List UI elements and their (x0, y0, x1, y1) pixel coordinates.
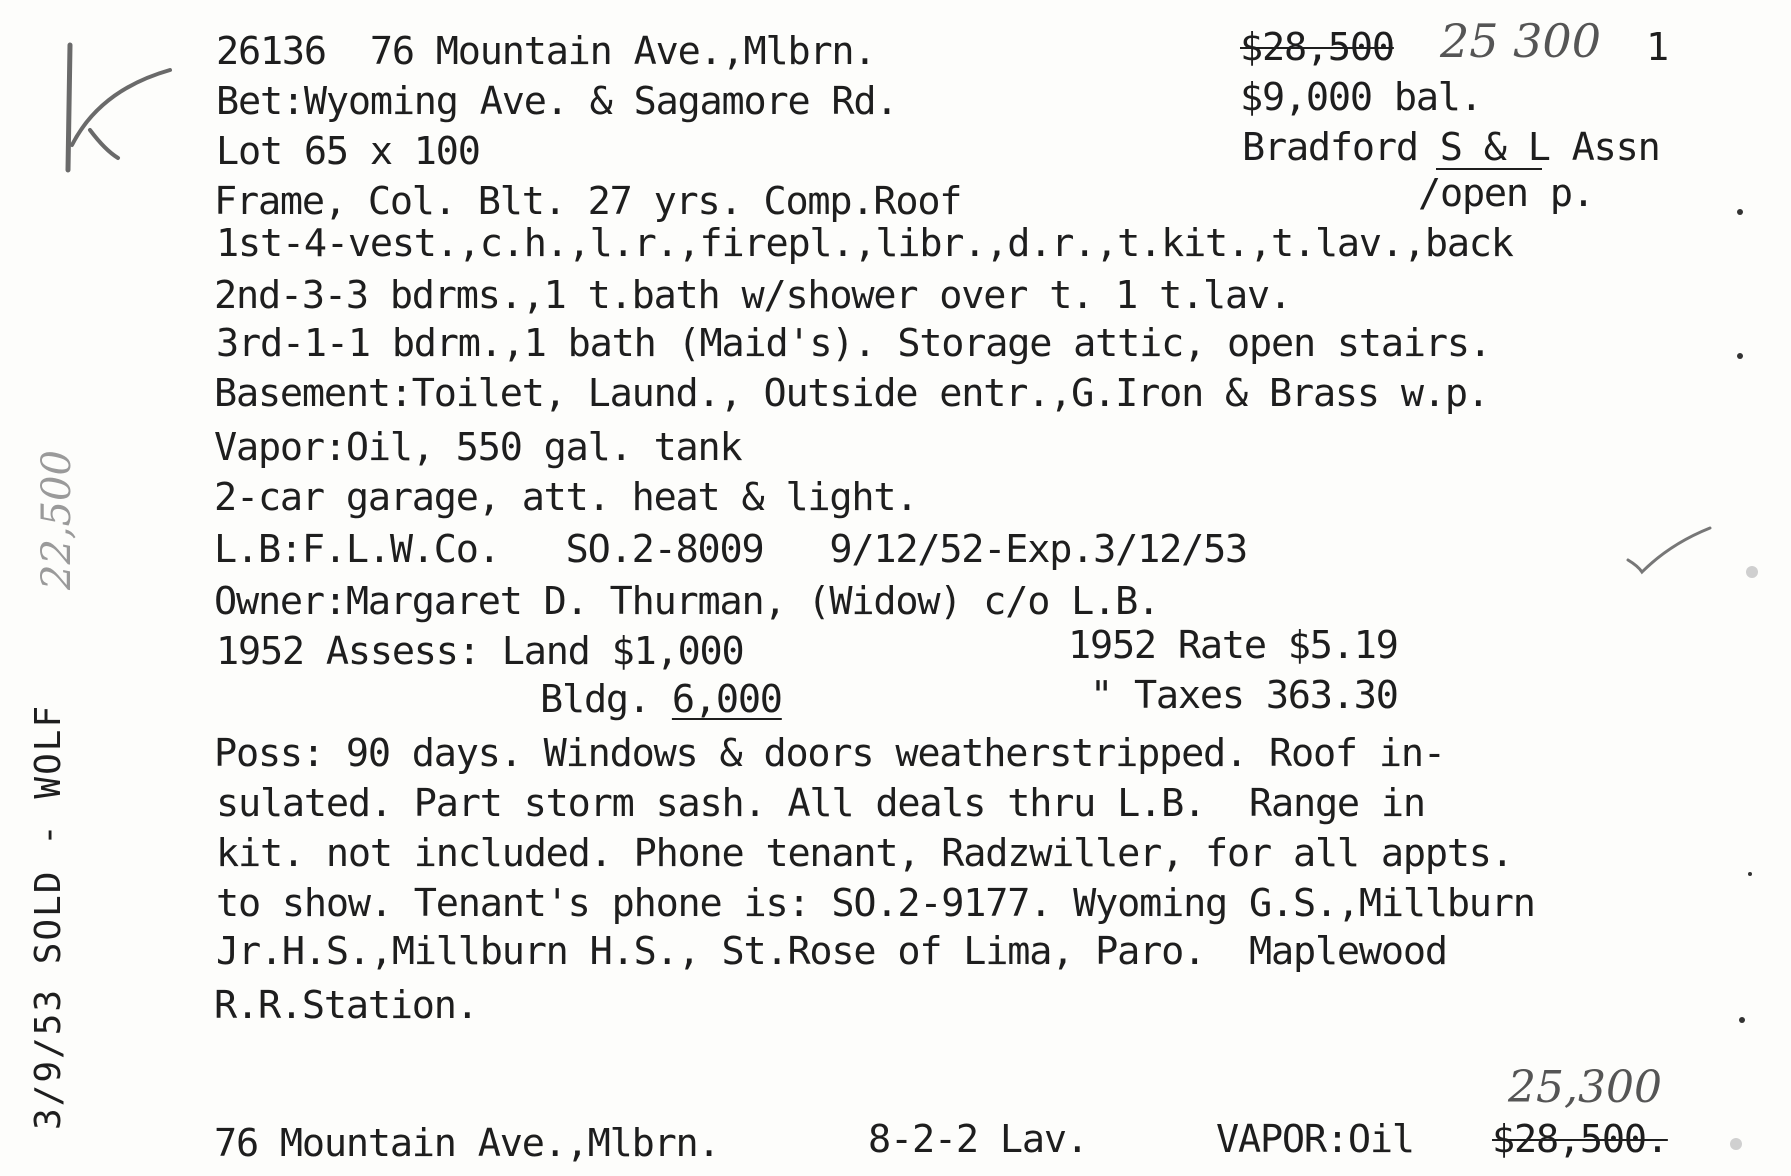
listing-broker: L.B:F.L.W.Co. (214, 527, 500, 572)
remarks-line-1: Poss: 90 days. Windows & doors weatherstripped. Roof in- (214, 731, 1445, 776)
construction: Frame, Col. Blt. 27 yrs. Comp.Roof (214, 179, 962, 224)
assessment-label: 1952 Assess: (216, 629, 480, 674)
remarks-line-5: Jr.H.S.,Millburn H.S., St.Rose of Lima, Paro. Maplewood (216, 929, 1447, 974)
broker-phone: SO.2-8009 (565, 527, 764, 572)
remarks-line-6: R.R.Station. (214, 983, 478, 1028)
rooms-first-floor: 1st-4-vest.,c.h.,l.r.,firepl.,libr.,d.r.,t.kit.,t.lav.,back (216, 221, 1513, 266)
original-price: $28,500 (1240, 25, 1394, 70)
lot-size: Lot 65 x 100 (216, 129, 480, 174)
open-note-overline (1436, 166, 1546, 172)
sold-stamp: 3/9/53 SOLD - WOLF (28, 703, 69, 1130)
bldg-label: Bldg. (540, 677, 650, 722)
sold-price-handwritten: 22,500 (34, 450, 80, 590)
price-suffix: 1 (1646, 25, 1668, 70)
header-line-1 (216, 30, 875, 74)
assessment-land: Land $1,000 (501, 629, 744, 674)
footer-revised-price-handwritten: 25,300 (1508, 1062, 1662, 1113)
basement: Basement:Toilet, Laund., Outside entr.,G.Iron & Brass w.p. (214, 371, 1489, 416)
edge-specks (1730, 200, 1770, 1150)
footer-price: $28,500. (1492, 1117, 1668, 1162)
open-note: /open p. (1418, 171, 1594, 216)
assessment-bldg (540, 678, 782, 722)
listing-address: 76 Mountain Ave.,Mlbrn. (369, 29, 876, 74)
remarks-line-4: to show. Tenant's phone is: SO.2-9177. Wyoming G.S.,Millburn (216, 881, 1535, 926)
footer-address: 76 Mountain Ave.,Mlbrn. (214, 1121, 720, 1166)
garage: 2-car garage, att. heat & light. (214, 475, 918, 520)
remarks-line-2: sulated. Part storm sash. All deals thru L.B. Range in (216, 781, 1425, 826)
rooms-second-floor: 2nd-3-3 bdrms.,1 t.bath w/shower over t. 1 t.lav. (214, 273, 1291, 318)
owner: Owner:Margaret D. Thurman, (Widow) c/o L.B. (214, 579, 1160, 624)
between-streets: Bet:Wyoming Ave. & Sagamore Rd. (216, 79, 898, 124)
handwritten-k-mark (30, 30, 180, 180)
assessment-line (216, 630, 744, 674)
taxes: " Taxes 363.30 (1090, 673, 1398, 718)
listing-number: 26136 (216, 29, 326, 74)
footer-rooms: 8-2-2 Lav. (868, 1117, 1088, 1162)
balance: $9,000 bal. (1240, 75, 1482, 120)
listing-dates: 9/12/52-Exp.3/12/53 (829, 527, 1248, 572)
tax-rate: 1952 Rate $5.19 (1068, 623, 1398, 668)
check-mark (1620, 520, 1720, 580)
rooms-third-floor: 3rd-1-1 bdrm.,1 bath (Maid's). Storage attic, open stairs. (216, 321, 1491, 366)
heating: Vapor:Oil, 550 gal. tank (214, 425, 742, 470)
remarks-line-3: kit. not included. Phone tenant, Radzwiller, for all appts. (216, 831, 1513, 876)
footer-heat: VAPOR:Oil (1216, 1117, 1414, 1162)
lender: Bradford S & L Assn (1242, 125, 1660, 170)
revised-price-handwritten: 25 300 (1440, 14, 1601, 68)
bldg-value: 6,000 (671, 677, 782, 722)
listing-broker-line (214, 528, 1247, 572)
